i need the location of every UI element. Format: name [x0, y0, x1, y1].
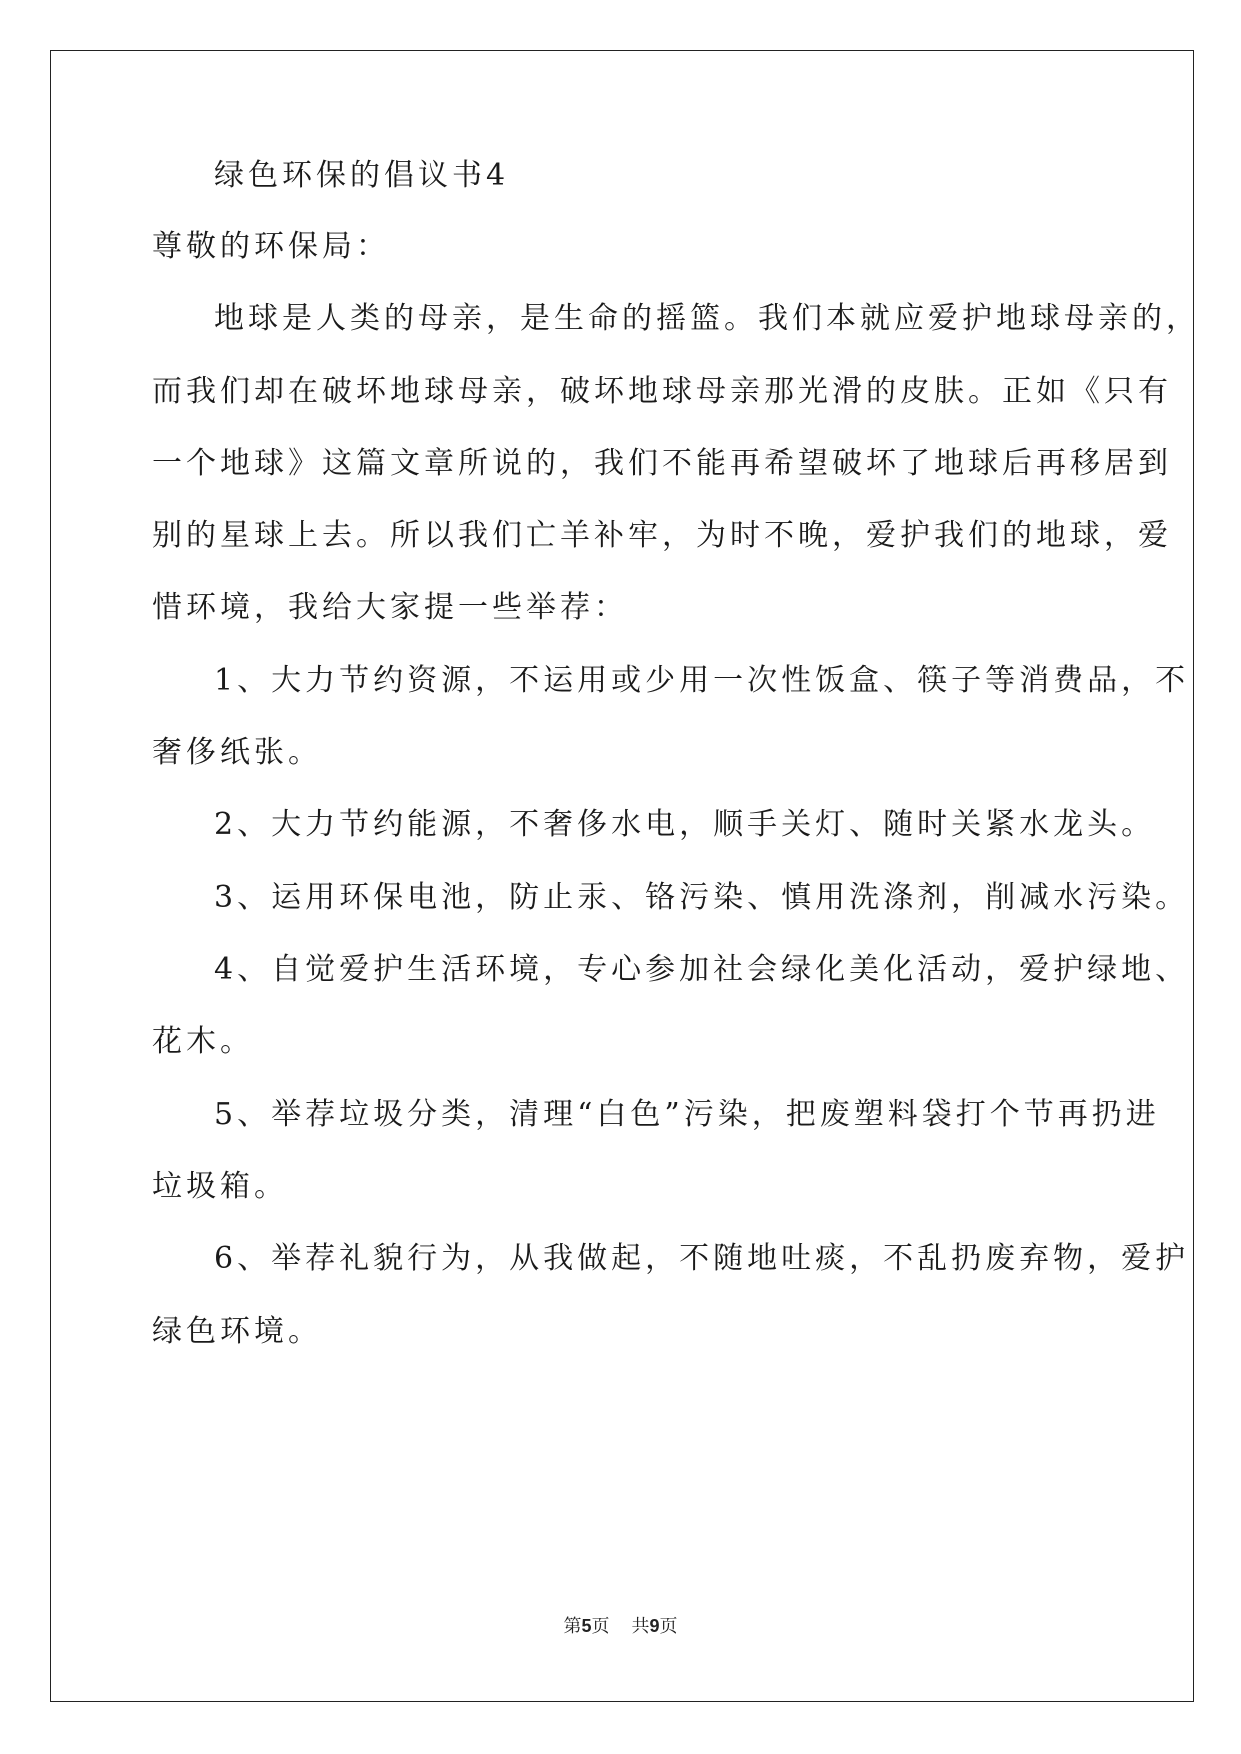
paragraph-line: 而我们却在破坏地球母亲，破坏地球母亲那光滑的皮肤。正如《只有 — [152, 374, 1172, 409]
document-title: 绿色环保的倡议书4 — [214, 158, 510, 193]
suggestion-4-line: 4、自觉爱护生活环境，专心参加社会绿化美化活动，爱护绿地、 — [214, 952, 1190, 987]
paragraph-line: 别的星球上去。所以我们亡羊补牢，为时不晚，爱护我们的地球，爱 — [152, 518, 1172, 553]
total-suffix: 页 — [659, 1616, 678, 1636]
paragraph-line: 地球是人类的母亲，是生命的摇篮。我们本就应爱护地球母亲的， — [214, 301, 1200, 336]
paragraph-line: 惜环境，我给大家提一些举荐： — [152, 590, 628, 625]
suggestion-6-line: 6、举荐礼貌行为，从我做起，不随地吐痰，不乱扔废弃物，爱护 — [214, 1241, 1190, 1276]
paragraph-line: 一个地球》这篇文章所说的，我们不能再希望破坏了地球后再移居到 — [152, 446, 1172, 481]
page-border — [50, 50, 1194, 1702]
page-total: 9 — [649, 1616, 660, 1636]
salutation: 尊敬的环保局： — [152, 229, 390, 264]
suggestion-5-line: 5、举荐垃圾分类，清理“白色”污染，把废塑料袋打个节再扔进 — [214, 1097, 1160, 1132]
suggestion-1-line: 1、大力节约资源，不运用或少用一次性饭盒、筷子等消费品，不 — [214, 663, 1190, 698]
suggestion-2: 2、大力节约能源，不奢侈水电，顺手关灯、随时关紧水龙头。 — [214, 807, 1156, 842]
page-suffix: 页 — [591, 1616, 610, 1636]
page-footer — [0, 1612, 1241, 1638]
page-prefix: 第 — [563, 1616, 582, 1636]
suggestion-1-line: 奢侈纸张。 — [152, 735, 322, 770]
suggestion-4-line: 花木。 — [152, 1024, 254, 1059]
suggestion-3: 3、运用环保电池，防止汞、铬污染、慎用洗涤剂，削减水污染。 — [214, 880, 1190, 915]
suggestion-5-line: 垃圾箱。 — [152, 1169, 288, 1204]
page-current: 5 — [581, 1616, 592, 1636]
suggestion-6-line: 绿色环境。 — [152, 1314, 322, 1349]
total-prefix: 共 — [631, 1616, 650, 1636]
